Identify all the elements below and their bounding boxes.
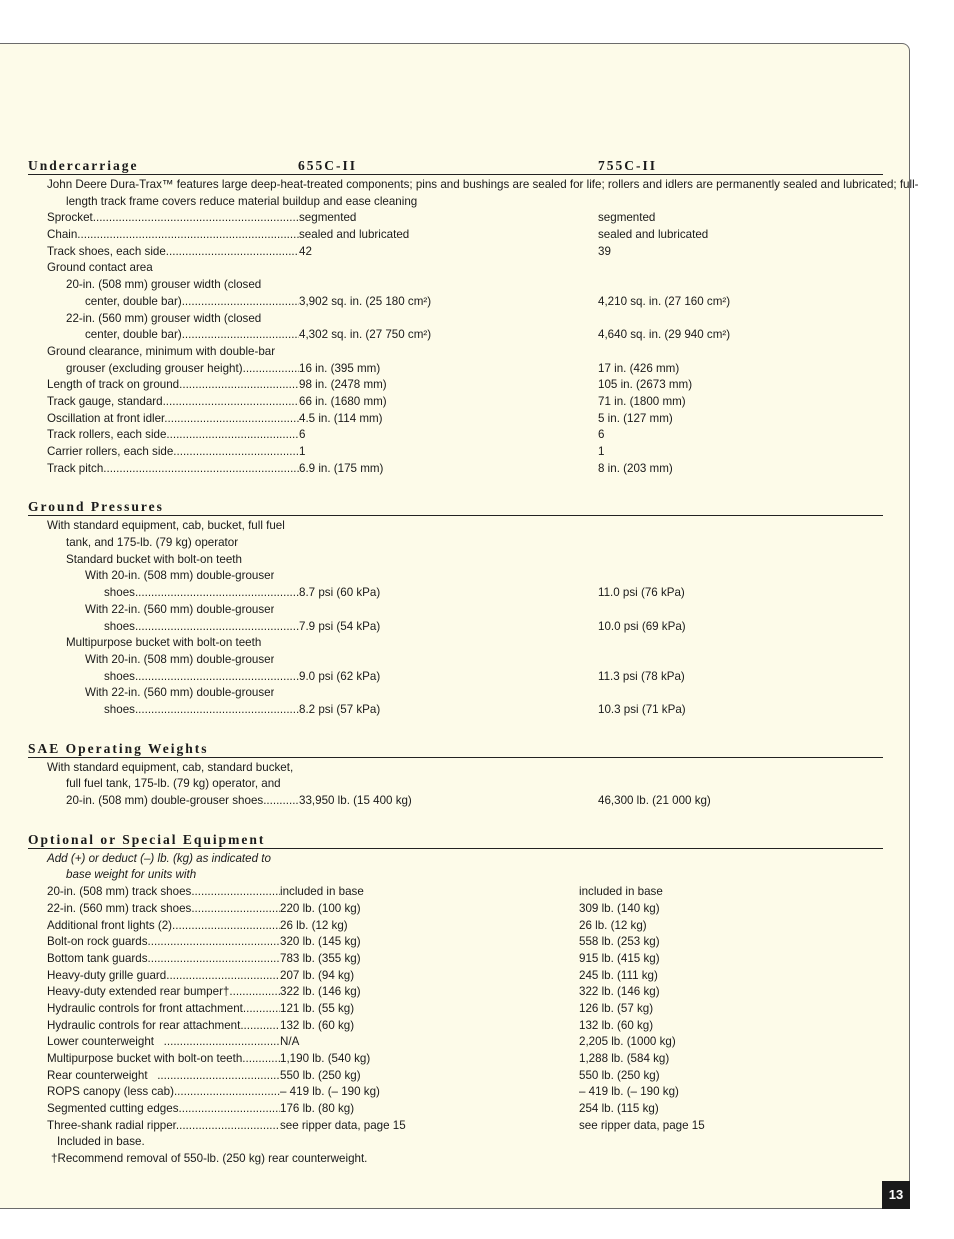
value-655c: segmented <box>299 211 357 225</box>
value-755c: 550 lb. (250 kg) <box>579 1068 660 1082</box>
leader-dots <box>176 1119 280 1132</box>
value-655c: – 419 lb. (– 190 kg) <box>280 1085 380 1099</box>
leader-dots <box>148 935 280 948</box>
leader-dots <box>164 1035 280 1048</box>
spec-label: With 22-in. (560 mm) double-grouser <box>85 686 275 700</box>
optional-equipment-rows <box>9 884 883 1134</box>
value-655c: 26 lb. (12 kg) <box>280 918 348 932</box>
spec-row <box>9 1068 883 1085</box>
value-655c: 98 in. (2478 mm) <box>299 378 387 392</box>
value-655c: 9.0 psi (62 kPa) <box>299 669 381 683</box>
intro-line: length track frame covers reduce material buildup and ease cleaning <box>66 194 418 208</box>
value-655c: 8.7 psi (60 kPa) <box>299 586 381 600</box>
spec-row <box>28 568 883 585</box>
value-755c: 126 lb. (57 kg) <box>579 1001 654 1015</box>
value-655c: N/A <box>280 1035 300 1049</box>
leader-dots <box>135 620 299 633</box>
value-755c: 558 lb. (253 kg) <box>579 935 660 949</box>
value-655c: 320 lb. (145 kg) <box>280 935 361 949</box>
section-title: Ground Pressures <box>28 499 164 515</box>
leader-dots <box>243 1002 280 1015</box>
value-655c: 8.2 psi (57 kPa) <box>299 702 381 716</box>
value-655c: 7.9 psi (54 kPa) <box>299 619 381 633</box>
spec-label: center, double bar) ..... <box>85 294 299 311</box>
section-title: Undercarriage <box>28 158 139 173</box>
spec-label: Additional front lights (2) ..... <box>47 918 280 935</box>
value-755c: included in base <box>579 885 663 899</box>
spec-row <box>28 260 883 277</box>
spec-label: 20-in. (508 mm) track shoes ..... <box>47 884 280 901</box>
leader-dots <box>229 985 280 998</box>
spec-row <box>28 461 883 478</box>
spec-label: Hydraulic controls for front attachment ..... <box>47 1001 280 1018</box>
value-655c: 322 lb. (146 kg) <box>280 985 361 999</box>
value-655c: 4.5 in. (114 mm) <box>299 411 383 425</box>
leader-dots <box>166 969 280 982</box>
spec-label: Segmented cutting edges ..... <box>47 1101 280 1118</box>
value-755c: 245 lb. (111 kg) <box>579 968 658 982</box>
leader-dots <box>148 952 280 965</box>
value-655c: sealed and lubricated <box>299 228 410 242</box>
spec-row <box>28 444 883 461</box>
spec-label: Bottom tank guards ..... <box>47 951 280 968</box>
value-755c: see ripper data, page 15 <box>579 1118 705 1132</box>
spec-row <box>28 294 883 311</box>
spec-row <box>28 602 883 619</box>
spec-row <box>28 394 883 411</box>
spec-row <box>28 652 883 669</box>
spec-row <box>28 411 883 428</box>
leader-dots <box>166 428 299 441</box>
leader-dots <box>135 670 299 683</box>
spec-label: Chain ..... <box>47 227 299 244</box>
spec-row <box>28 344 883 361</box>
spec-label: 22-in. (560 mm) grouser width (closed <box>66 311 262 325</box>
optional-note <box>28 849 883 884</box>
footnote-bumper: †Recommend removal of 550-lb. (250 kg) rear counterweight. <box>51 1152 368 1166</box>
value-755c: 71 in. (1800 mm) <box>598 394 686 408</box>
spec-row <box>28 635 883 652</box>
value-655c: 6.9 in. (175 mm) <box>299 461 384 475</box>
spec-row <box>28 311 883 328</box>
section-header-sae-weights <box>28 741 883 758</box>
spec-label: Carrier rollers, each side ..... <box>47 444 299 461</box>
value-755c: 10.0 psi (69 kPa) <box>598 619 686 633</box>
spec-label: With 22-in. (560 mm) double-grouser <box>85 602 275 616</box>
leader-dots <box>179 1102 281 1115</box>
value-655c: 3,902 sq. in. (25 180 cm²) <box>299 294 432 308</box>
spec-label: Heavy-duty grille guard ..... <box>47 968 280 985</box>
leader-dots <box>135 703 299 716</box>
sae-weight-rows <box>28 758 883 810</box>
leader-dots <box>173 445 299 458</box>
spec-label: Bolt-on rock guards ..... <box>47 934 280 951</box>
value-655c: 4,302 sq. in. (27 750 cm²) <box>299 328 432 342</box>
spec-label: With 20-in. (508 mm) double-grouser <box>85 569 275 583</box>
note-line: base weight for units with <box>66 868 197 882</box>
spec-row <box>28 619 883 636</box>
value-755c: 2,205 lb. (1000 kg) <box>579 1035 676 1049</box>
value-655c: 132 lb. (60 kg) <box>280 1018 355 1032</box>
spec-row <box>9 934 883 951</box>
value-755c: 1 <box>598 445 605 459</box>
spec-row <box>28 702 883 719</box>
value-755c: segmented <box>598 211 656 225</box>
spec-row <box>28 793 883 810</box>
value-755c: 105 in. (2673 mm) <box>598 378 693 392</box>
value-655c: 783 lb. (355 kg) <box>280 951 361 965</box>
value-755c: 4,640 sq. in. (29 940 cm²) <box>598 328 731 342</box>
spec-row <box>9 1034 883 1051</box>
spec-label: Ground contact area <box>47 261 153 275</box>
spec-row <box>28 377 883 394</box>
spec-label: Three-shank radial ripper ..... <box>47 1118 280 1135</box>
value-655c: included in base <box>280 885 364 899</box>
value-755c: 8 in. (203 mm) <box>598 461 673 475</box>
spec-label: shoes ..... <box>104 585 299 602</box>
leader-dots <box>182 328 299 341</box>
leader-dots <box>182 295 299 308</box>
value-655c: 550 lb. (250 kg) <box>280 1068 361 1082</box>
value-655c: 176 lb. (80 kg) <box>280 1102 355 1116</box>
leader-dots <box>157 1069 280 1082</box>
spec-row <box>28 210 883 227</box>
spec-label: shoes ..... <box>104 669 299 686</box>
section-title: SAE Operating Weights <box>28 740 209 756</box>
value-755c: 5 in. (127 mm) <box>598 411 673 425</box>
spec-row <box>28 760 883 777</box>
spec-row <box>28 669 883 686</box>
section-title: Optional or Special Equipment <box>28 831 266 847</box>
spec-label: With standard equipment, cab, standard bucket, <box>47 760 294 774</box>
page-number: 13 <box>882 1181 910 1209</box>
spec-label: Length of track on ground ..... <box>47 377 299 394</box>
spec-label: tank, and 175-lb. (79 kg) operator <box>66 536 239 550</box>
leader-dots <box>164 412 299 425</box>
undercarriage-intro <box>28 175 919 210</box>
undercarriage-rows <box>28 210 883 477</box>
value-755c: 4,210 sq. in. (27 160 cm²) <box>598 294 731 308</box>
spec-label: Track gauge, standard ..... <box>47 394 299 411</box>
spec-row <box>9 1118 883 1135</box>
ground-pressure-rows <box>28 516 883 718</box>
spec-label: Track shoes, each side ..... <box>47 244 299 261</box>
leader-dots <box>191 902 280 915</box>
spec-row <box>9 1101 883 1118</box>
section-header-optional-equipment <box>28 832 883 849</box>
value-655c: 207 lb. (94 kg) <box>280 968 355 982</box>
spec-row <box>9 984 883 1001</box>
spec-row <box>28 535 883 552</box>
column-header-655c: 655C-II <box>298 158 358 173</box>
column-header-755c: 755C-II <box>598 158 658 173</box>
value-755c: 322 lb. (146 kg) <box>579 985 660 999</box>
value-755c: sealed and lubricated <box>598 228 709 242</box>
spec-label: shoes ..... <box>104 702 299 719</box>
spec-row <box>28 361 883 378</box>
value-755c: 17 in. (426 mm) <box>598 361 680 375</box>
section-header-ground-pressures <box>28 499 883 516</box>
spec-row <box>9 901 883 918</box>
spec-row <box>9 951 883 968</box>
spec-label: Heavy-duty extended rear bumper† ..... <box>47 984 280 1001</box>
value-655c: see ripper data, page 15 <box>280 1118 406 1132</box>
footnotes <box>28 1134 883 1167</box>
value-755c: 1,288 lb. (584 kg) <box>579 1052 670 1065</box>
spec-row <box>28 427 883 444</box>
spec-label: Multipurpose bucket with bolt-on teeth <box>66 636 262 650</box>
leader-dots <box>174 1085 280 1098</box>
spec-row <box>9 1084 883 1101</box>
spec-label: center, double bar) ..... <box>85 327 299 344</box>
value-655c: 42 <box>299 244 312 258</box>
value-655c: 1,190 lb. (540 kg) <box>280 1052 371 1065</box>
spec-row <box>9 1051 883 1068</box>
spec-label: Hydraulic controls for rear attachment ..... <box>47 1018 280 1035</box>
leader-dots <box>179 378 299 391</box>
leader-dots <box>172 919 280 932</box>
value-755c: 11.0 psi (76 kPa) <box>598 586 685 600</box>
leader-dots <box>191 885 280 898</box>
spec-content <box>28 158 919 1168</box>
spec-row <box>28 227 883 244</box>
leader-dots <box>103 462 299 475</box>
spec-label: 20-in. (508 mm) grouser width (closed <box>66 278 262 292</box>
spec-label: grouser (excluding grouser height) ..... <box>66 361 299 378</box>
spec-row <box>28 327 883 344</box>
spec-label: 22-in. (560 mm) track shoes ..... <box>47 901 280 918</box>
leader-dots <box>166 245 299 258</box>
spec-row <box>28 244 883 261</box>
leader-dots <box>135 586 299 599</box>
value-655c: 121 lb. (55 kg) <box>280 1001 355 1015</box>
leader-dots <box>240 1019 280 1032</box>
value-755c: 26 lb. (12 kg) <box>579 918 647 932</box>
footnote-included: Included in base. <box>57 1135 145 1149</box>
leader-dots <box>93 211 299 224</box>
spec-label: Oscillation at front idler ..... <box>47 411 299 428</box>
section-header-undercarriage <box>28 158 883 175</box>
spec-label: shoes ..... <box>104 619 299 636</box>
spec-row <box>28 277 883 294</box>
spec-row <box>28 585 883 602</box>
value-755c: 254 lb. (115 kg) <box>579 1102 659 1116</box>
note-line: Add (+) or deduct (–) lb. (kg) as indicated to <box>47 851 271 865</box>
leader-dots <box>243 362 299 375</box>
spec-label: Rear counterweight ..... <box>47 1068 280 1085</box>
spec-label: Sprocket ..... <box>47 210 299 227</box>
value-755c: 11.3 psi (78 kPa) <box>598 669 685 683</box>
spec-label: 20-in. (508 mm) double-grouser shoes ..... <box>66 793 299 810</box>
spec-row <box>9 884 883 901</box>
value-755c: 132 lb. (60 kg) <box>579 1018 654 1032</box>
value-655c: 16 in. (395 mm) <box>299 361 381 375</box>
spec-label: Ground clearance, minimum with double-bar <box>47 344 276 358</box>
spec-row <box>9 1001 883 1018</box>
spec-label: With 20-in. (508 mm) double-grouser <box>85 652 275 666</box>
value-755c: 6 <box>598 428 605 442</box>
leader-dots <box>163 395 299 408</box>
spec-label: Track pitch ..... <box>47 461 299 478</box>
value-655c: 1 <box>299 445 306 459</box>
spec-label: ROPS canopy (less cab) ..... <box>47 1084 280 1101</box>
spec-row <box>28 552 883 569</box>
spec-row <box>28 518 883 535</box>
leader-dots <box>242 1052 280 1065</box>
intro-line: John Deere Dura-Trax™ features large deep-heat-treated components; pins and bushings are sealed for life; rollers and idlers are permanently sealed and lubricated; full- <box>47 178 919 191</box>
value-755c: – 419 lb. (– 190 kg) <box>579 1085 679 1099</box>
value-755c: 915 lb. (415 kg) <box>579 951 660 965</box>
spec-row <box>9 1018 883 1035</box>
value-655c: 33,950 lb. (15 400 kg) <box>299 794 412 808</box>
value-755c: 46,300 lb. (21 000 kg) <box>598 794 711 808</box>
spec-label: Standard bucket with bolt-on teeth <box>66 552 242 566</box>
spec-label: Track rollers, each side ..... <box>47 427 299 444</box>
spec-label: Multipurpose bucket with bolt-on teeth ..... <box>47 1051 280 1068</box>
value-755c: 10.3 psi (71 kPa) <box>598 702 686 716</box>
spec-label: full fuel tank, 175-lb. (79 kg) operator, and <box>66 777 281 791</box>
spec-label: With standard equipment, cab, bucket, full fuel <box>47 519 285 533</box>
value-655c: 220 lb. (100 kg) <box>280 901 361 915</box>
spec-row <box>28 776 883 793</box>
spec-row <box>9 918 883 935</box>
value-655c: 6 <box>299 428 306 442</box>
value-755c: 309 lb. (140 kg) <box>579 901 660 915</box>
spec-row <box>28 685 883 702</box>
spec-row <box>9 968 883 985</box>
value-755c: 39 <box>598 244 611 258</box>
spec-label: Lower counterweight ..... <box>47 1034 280 1051</box>
leader-dots <box>77 228 299 241</box>
value-655c: 66 in. (1680 mm) <box>299 394 387 408</box>
leader-dots <box>263 794 299 807</box>
